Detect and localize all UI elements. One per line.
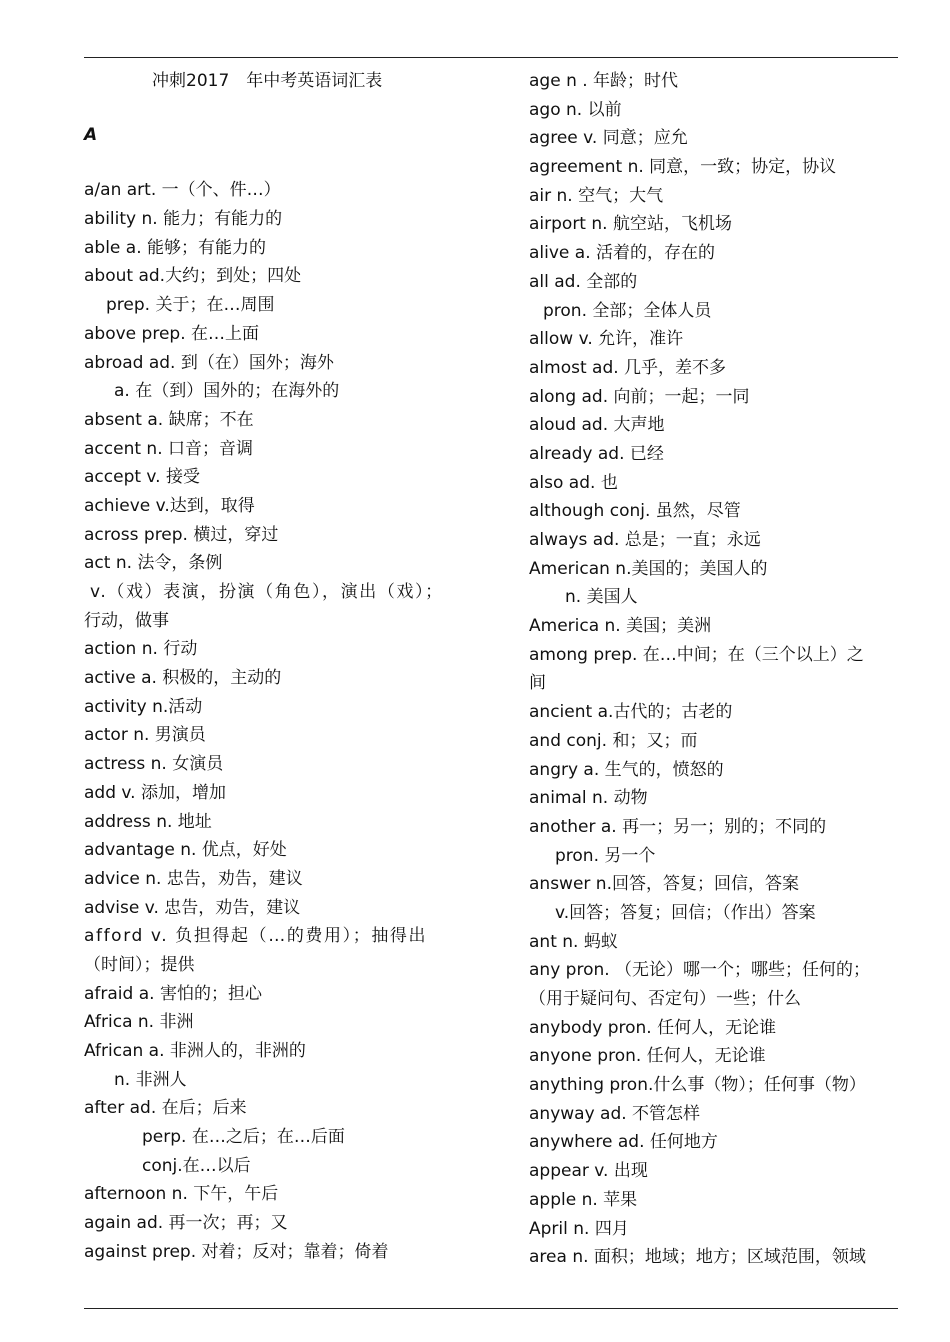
entry-advise: advise v. 忠告，劝告，建议: [84, 897, 301, 918]
entry-act-v-cont: 行动，做事: [84, 610, 169, 631]
left-column: [84, 67, 480, 1267]
entry-afford-cont: （时间）；提供: [84, 954, 195, 975]
footer-rule: [84, 1308, 898, 1309]
entry-answer-v: v.回答；答复；回信；（作出）答案: [555, 902, 816, 923]
entry-america: America n. 美国；美洲: [529, 616, 712, 637]
entry-all-pron: pron. 全部；全体人员: [543, 300, 712, 321]
entry-ago: ago n. 以前: [529, 99, 622, 120]
entry-april: April n. 四月: [529, 1218, 629, 1239]
entry-anyway: anyway ad. 不管怎样: [529, 1103, 701, 1124]
entry-achieve: achieve v.达到，取得: [84, 495, 255, 516]
entry-accept: accept v. 接受: [84, 467, 200, 488]
entry-ability: ability n. 能力；有能力的: [84, 209, 283, 230]
entry-air: air n. 空气；大气: [529, 185, 664, 206]
entry-address: address n. 地址: [84, 811, 212, 832]
entry-age: age n . 年龄；时代: [529, 71, 679, 91]
entry-agree: agree v. 同意；应允: [529, 128, 688, 149]
entry-agreement: agreement n. 同意，一致；协定，协议: [529, 157, 837, 178]
entry-abroad: abroad ad. 到（在）国外；海外: [84, 352, 334, 373]
entry-african-n: n. 非洲人: [114, 1069, 187, 1090]
header-rule: [84, 57, 898, 58]
entry-answer: answer n.回答，答复；回信，答案: [529, 874, 799, 895]
entry-after-conj: conj.在…以后: [142, 1155, 251, 1176]
entry-appear: appear v. 出现: [529, 1161, 648, 1182]
entry-about: about ad.大约；到处；四处: [84, 266, 302, 287]
entry-always: always ad. 总是；一直；永远: [529, 530, 761, 550]
entry-activity: activity n.活动: [84, 696, 203, 717]
entry-american-n: n. 美国人: [565, 587, 638, 608]
entry-act: act n. 法令，条例: [84, 553, 223, 574]
entry-african: African a. 非洲人的，非洲的: [84, 1041, 306, 1061]
entry-apple: apple n. 苹果: [529, 1189, 638, 1210]
entry-another-pron: pron. 另一个: [555, 845, 656, 866]
entry-area: area n. 面积；地域；地方；区域范围，领域: [529, 1247, 866, 1268]
entry-across: across prep. 横过，穿过: [84, 524, 279, 545]
entry-anyone: anyone pron. 任何人，无论谁: [529, 1046, 766, 1067]
entry-after-perp: perp. 在…之后；在…后面: [142, 1127, 345, 1148]
entry-absent: absent a. 缺席；不在: [84, 409, 254, 430]
entry-angry: angry a. 生气的，愤怒的: [529, 759, 724, 780]
entry-about-prep: prep. 关于；在…周围: [106, 295, 275, 316]
entry-any: any pron. （无论）哪一个；哪些；任何的；: [529, 960, 871, 981]
entry-accent: accent n. 口音；音调: [84, 438, 253, 459]
entry-anywhere: anywhere ad. 任何地方: [529, 1132, 718, 1153]
document-title: 冲刺2017 年中考英语词汇表: [152, 71, 383, 91]
entry-all: all ad. 全部的: [529, 271, 638, 292]
entry-american: American n.美国的；美国人的: [529, 558, 768, 579]
entry-almost: almost ad. 几乎，差不多: [529, 357, 727, 378]
entry-africa: Africa n. 非洲: [84, 1012, 194, 1033]
entry-afraid: afraid a. 害怕的；担心: [84, 983, 262, 1004]
entry-allow: allow v. 允许，准许: [529, 329, 684, 350]
spacer: [84, 149, 480, 176]
entry-also: also ad. 也: [529, 472, 618, 493]
entry-airport: airport n. 航空站，飞机场: [529, 214, 732, 235]
entry-already: already ad. 已经: [529, 443, 664, 464]
entry-active: active a. 积极的，主动的: [84, 668, 282, 689]
entry-another: another a. 再一；另一；别的；不同的: [529, 816, 827, 837]
entry-anything: anything pron.什么事（物）；任何事（物）: [529, 1075, 866, 1096]
entry-animal: animal n. 动物: [529, 788, 648, 809]
entry-after: after ad. 在后；后来: [84, 1098, 247, 1119]
entry-among-cont: 间: [529, 673, 546, 694]
entry-actress: actress n. 女演员: [84, 754, 224, 775]
entry-abroad-a: a. 在（到）国外的；在海外的: [114, 381, 340, 402]
entry-ancient: ancient a.古代的；古老的: [529, 702, 733, 723]
entry-act-v: v.（戏）表演，扮演（角色），演出（戏）；: [90, 582, 444, 602]
entry-above: above prep. 在…上面: [84, 323, 259, 344]
entry-afford: afford v. 负担得起（…的费用）；抽得出: [84, 926, 428, 947]
entry-action: action n. 行动: [84, 639, 198, 660]
entry-advantage: advantage n. 优点，好处: [84, 840, 287, 861]
spacer: [84, 96, 480, 121]
section-heading: A: [84, 124, 98, 145]
entry-able: able a. 能够；有能力的: [84, 237, 267, 258]
entry-among: among prep. 在…中间；在（三个以上）之: [529, 644, 864, 665]
entry-along: along ad. 向前；一起；一同: [529, 386, 750, 407]
entry-add: add v. 添加，增加: [84, 782, 226, 803]
entry-any-cont: （用于疑问句、否定句）一些；什么: [529, 989, 801, 1009]
entry-although: although conj. 虽然，尽管: [529, 501, 741, 522]
entry-anybody: anybody pron. 任何人，无论谁: [529, 1017, 777, 1038]
entry-aloud: aloud ad. 大声地: [529, 415, 665, 436]
entry-advice: advice n. 忠告，劝告，建议: [84, 868, 303, 889]
right-column: [529, 67, 898, 1272]
entry-a-an: a/an art. 一（个、件…）: [84, 180, 281, 201]
entry-afternoon: afternoon n. 下午，午后: [84, 1184, 279, 1205]
entry-against: against prep. 对着；反对；靠着；倚着: [84, 1241, 389, 1262]
entry-actor: actor n. 男演员: [84, 725, 206, 746]
entry-and: and conj. 和；又；而: [529, 730, 698, 751]
entry-again: again ad. 再一次；再；又: [84, 1213, 288, 1234]
entry-alive: alive a. 活着的，存在的: [529, 243, 716, 264]
entry-ant: ant n. 蚂蚁: [529, 931, 618, 952]
